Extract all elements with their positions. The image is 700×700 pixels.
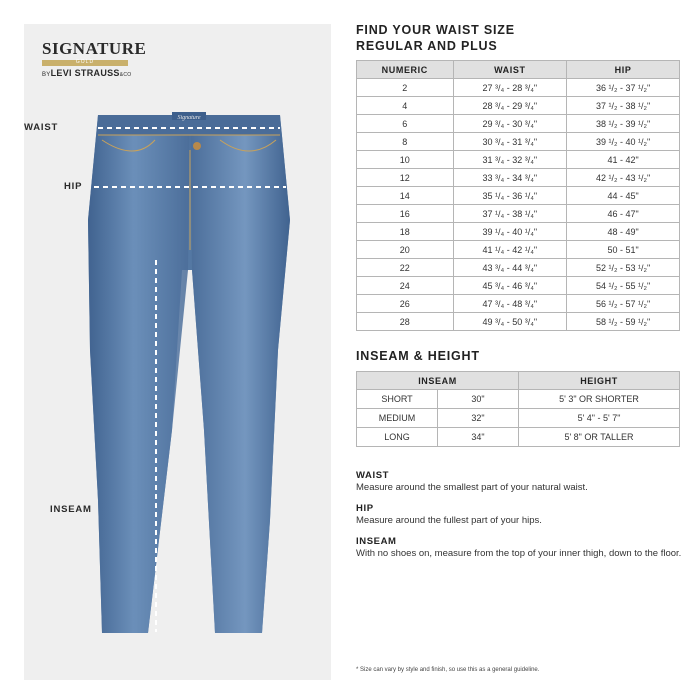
waist-table-row bbox=[357, 241, 680, 259]
inseam-label: INSEAM bbox=[50, 504, 92, 515]
logo-gold-text: GOLD bbox=[75, 59, 95, 65]
waist-table-row bbox=[357, 205, 680, 223]
waist-tag-text: Signature bbox=[177, 115, 201, 121]
waist-table-cell-numeric: 12 bbox=[357, 169, 454, 187]
inseam-height-table bbox=[356, 371, 680, 447]
waist-table-row bbox=[357, 79, 680, 97]
inseam-table-row bbox=[357, 390, 680, 409]
waist-table-row bbox=[357, 277, 680, 295]
waist-table-cell-numeric: 22 bbox=[357, 259, 454, 277]
signature-logo bbox=[42, 40, 152, 86]
waist-table-cell-waist: 29 ³/₄ - 30 ³/₄" bbox=[453, 115, 567, 133]
waist-table-cell-hip: 48 - 49" bbox=[567, 223, 680, 241]
waist-definition bbox=[356, 470, 686, 494]
waist-table-cell-waist: 39 ¹/₄ - 40 ¹/₄" bbox=[453, 223, 567, 241]
waist-table-cell-hip: 58 ¹/₂ - 59 ¹/₂" bbox=[567, 313, 680, 331]
waist-size-title-line1: FIND YOUR WAIST SIZE bbox=[356, 23, 515, 37]
waist-table-cell-waist: 31 ³/₄ - 32 ³/₄" bbox=[453, 151, 567, 169]
waist-table-row bbox=[357, 313, 680, 331]
inseam-table-cell-height: 5' 8" OR TALLER bbox=[519, 428, 680, 447]
inseam-table-header-row bbox=[357, 372, 680, 390]
inseam-table-cell-length: SHORT bbox=[357, 390, 438, 409]
waist-table-cell-numeric: 2 bbox=[357, 79, 454, 97]
inseam-definition bbox=[356, 536, 686, 560]
inseam-table-cell-inseam: 30" bbox=[438, 390, 519, 409]
hip-label: HIP bbox=[64, 181, 83, 192]
header-waist: WAIST bbox=[453, 61, 567, 79]
waist-table-cell-hip: 39 ¹/₂ - 40 ¹/₂" bbox=[567, 133, 680, 151]
waist-table-row bbox=[357, 133, 680, 151]
waist-table-cell-waist: 35 ¹/₄ - 36 ¹/₄" bbox=[453, 187, 567, 205]
waist-table-cell-hip: 56 ¹/₂ - 57 ¹/₂" bbox=[567, 295, 680, 313]
header-height: HEIGHT bbox=[519, 372, 680, 390]
jeans-body bbox=[88, 115, 290, 633]
waist-table-cell-waist: 49 ³/₄ - 50 ³/₄" bbox=[453, 313, 567, 331]
waist-table-cell-hip: 36 ¹/₂ - 37 ¹/₂" bbox=[567, 79, 680, 97]
logo-trademark-text: &CO bbox=[119, 72, 132, 78]
header-inseam: INSEAM bbox=[357, 372, 519, 390]
waist-table-cell-numeric: 28 bbox=[357, 313, 454, 331]
inseam-table-cell-inseam: 34" bbox=[438, 428, 519, 447]
waist-table-cell-numeric: 26 bbox=[357, 295, 454, 313]
inseam-table-cell-height: 5' 3" OR SHORTER bbox=[519, 390, 680, 409]
header-hip: HIP bbox=[567, 61, 680, 79]
waist-table-cell-hip: 54 ¹/₂ - 55 ¹/₂" bbox=[567, 277, 680, 295]
inseam-table-cell-inseam: 32" bbox=[438, 409, 519, 428]
waist-table-cell-numeric: 18 bbox=[357, 223, 454, 241]
inseam-table-cell-height: 5' 4" - 5' 7" bbox=[519, 409, 680, 428]
waist-table-cell-numeric: 4 bbox=[357, 97, 454, 115]
waist-table-cell-hip: 44 - 45" bbox=[567, 187, 680, 205]
waist-size-title-line2: REGULAR AND PLUS bbox=[356, 39, 498, 53]
waist-table-cell-hip: 46 - 47" bbox=[567, 205, 680, 223]
waist-table-row bbox=[357, 169, 680, 187]
waist-definition-title: WAIST bbox=[356, 470, 390, 481]
waist-table-cell-numeric: 24 bbox=[357, 277, 454, 295]
waist-table-cell-waist: 33 ³/₄ - 34 ³/₄" bbox=[453, 169, 567, 187]
logo-levi-strauss bbox=[42, 68, 152, 78]
waist-table-cell-numeric: 6 bbox=[357, 115, 454, 133]
waist-table-cell-waist: 43 ³/₄ - 44 ³/₄" bbox=[453, 259, 567, 277]
hip-definition bbox=[356, 503, 686, 527]
waist-table-cell-hip: 42 ¹/₂ - 43 ¹/₂" bbox=[567, 169, 680, 187]
waist-table-cell-numeric: 8 bbox=[357, 133, 454, 151]
waist-size-title bbox=[356, 22, 515, 54]
waist-table-cell-hip: 41 - 42" bbox=[567, 151, 680, 169]
waist-table-cell-hip: 38 ¹/₂ - 39 ¹/₂" bbox=[567, 115, 680, 133]
waist-table-cell-numeric: 16 bbox=[357, 205, 454, 223]
waist-size-table bbox=[356, 60, 680, 331]
waist-table-cell-waist: 37 ¹/₄ - 38 ¹/₄" bbox=[453, 205, 567, 223]
waist-table-row bbox=[357, 187, 680, 205]
hip-definition-text: Measure around the fullest part of your hips. bbox=[356, 515, 542, 526]
waist-table-cell-hip: 50 - 51" bbox=[567, 241, 680, 259]
waist-table-cell-hip: 52 ¹/₂ - 53 ¹/₂" bbox=[567, 259, 680, 277]
inseam-table-row bbox=[357, 409, 680, 428]
logo-gold-bar bbox=[42, 60, 128, 66]
waist-table-cell-numeric: 20 bbox=[357, 241, 454, 259]
waist-label: WAIST bbox=[24, 122, 59, 133]
inseam-definition-title: INSEAM bbox=[356, 536, 397, 547]
inseam-definition-text: With no shoes on, measure from the top of your inner thigh, down to the floor. bbox=[356, 548, 682, 559]
waist-table-cell-hip: 37 ¹/₂ - 38 ¹/₂" bbox=[567, 97, 680, 115]
waist-table-header-row bbox=[357, 61, 680, 79]
waist-table-cell-numeric: 10 bbox=[357, 151, 454, 169]
waist-table-row bbox=[357, 151, 680, 169]
hip-definition-title: HIP bbox=[356, 503, 374, 514]
logo-by-text: BY bbox=[42, 72, 51, 78]
waist-table-cell-waist: 45 ³/₄ - 46 ³/₄" bbox=[453, 277, 567, 295]
waist-table-cell-waist: 30 ³/₄ - 31 ³/₄" bbox=[453, 133, 567, 151]
waist-table-cell-numeric: 14 bbox=[357, 187, 454, 205]
inseam-table-row bbox=[357, 428, 680, 447]
logo-levi-text: LEVI STRAUSS bbox=[50, 68, 120, 78]
waist-table-row bbox=[357, 97, 680, 115]
logo-signature-text: SIGNATURE bbox=[42, 39, 147, 58]
waist-table-row bbox=[357, 115, 680, 133]
inseam-table-cell-length: LONG bbox=[357, 428, 438, 447]
jeans-button bbox=[193, 142, 201, 150]
waist-table-cell-waist: 27 ³/₄ - 28 ³/₄" bbox=[453, 79, 567, 97]
waist-table-row bbox=[357, 259, 680, 277]
header-numeric: NUMERIC bbox=[357, 61, 454, 79]
inseam-height-title: INSEAM & HEIGHT bbox=[356, 349, 480, 363]
waist-table-cell-waist: 28 ³/₄ - 29 ³/₄" bbox=[453, 97, 567, 115]
waist-table-cell-waist: 41 ¹/₄ - 42 ¹/₄" bbox=[453, 241, 567, 259]
footnote: * Size can vary by style and finish, so use this as a general guideline. bbox=[356, 667, 540, 673]
inseam-table-cell-length: MEDIUM bbox=[357, 409, 438, 428]
waist-table-cell-waist: 47 ³/₄ - 48 ³/₄" bbox=[453, 295, 567, 313]
waist-definition-text: Measure around the smallest part of your natural waist. bbox=[356, 482, 588, 493]
jeans-figure bbox=[80, 100, 300, 640]
waist-table-row bbox=[357, 295, 680, 313]
waist-table-row bbox=[357, 223, 680, 241]
